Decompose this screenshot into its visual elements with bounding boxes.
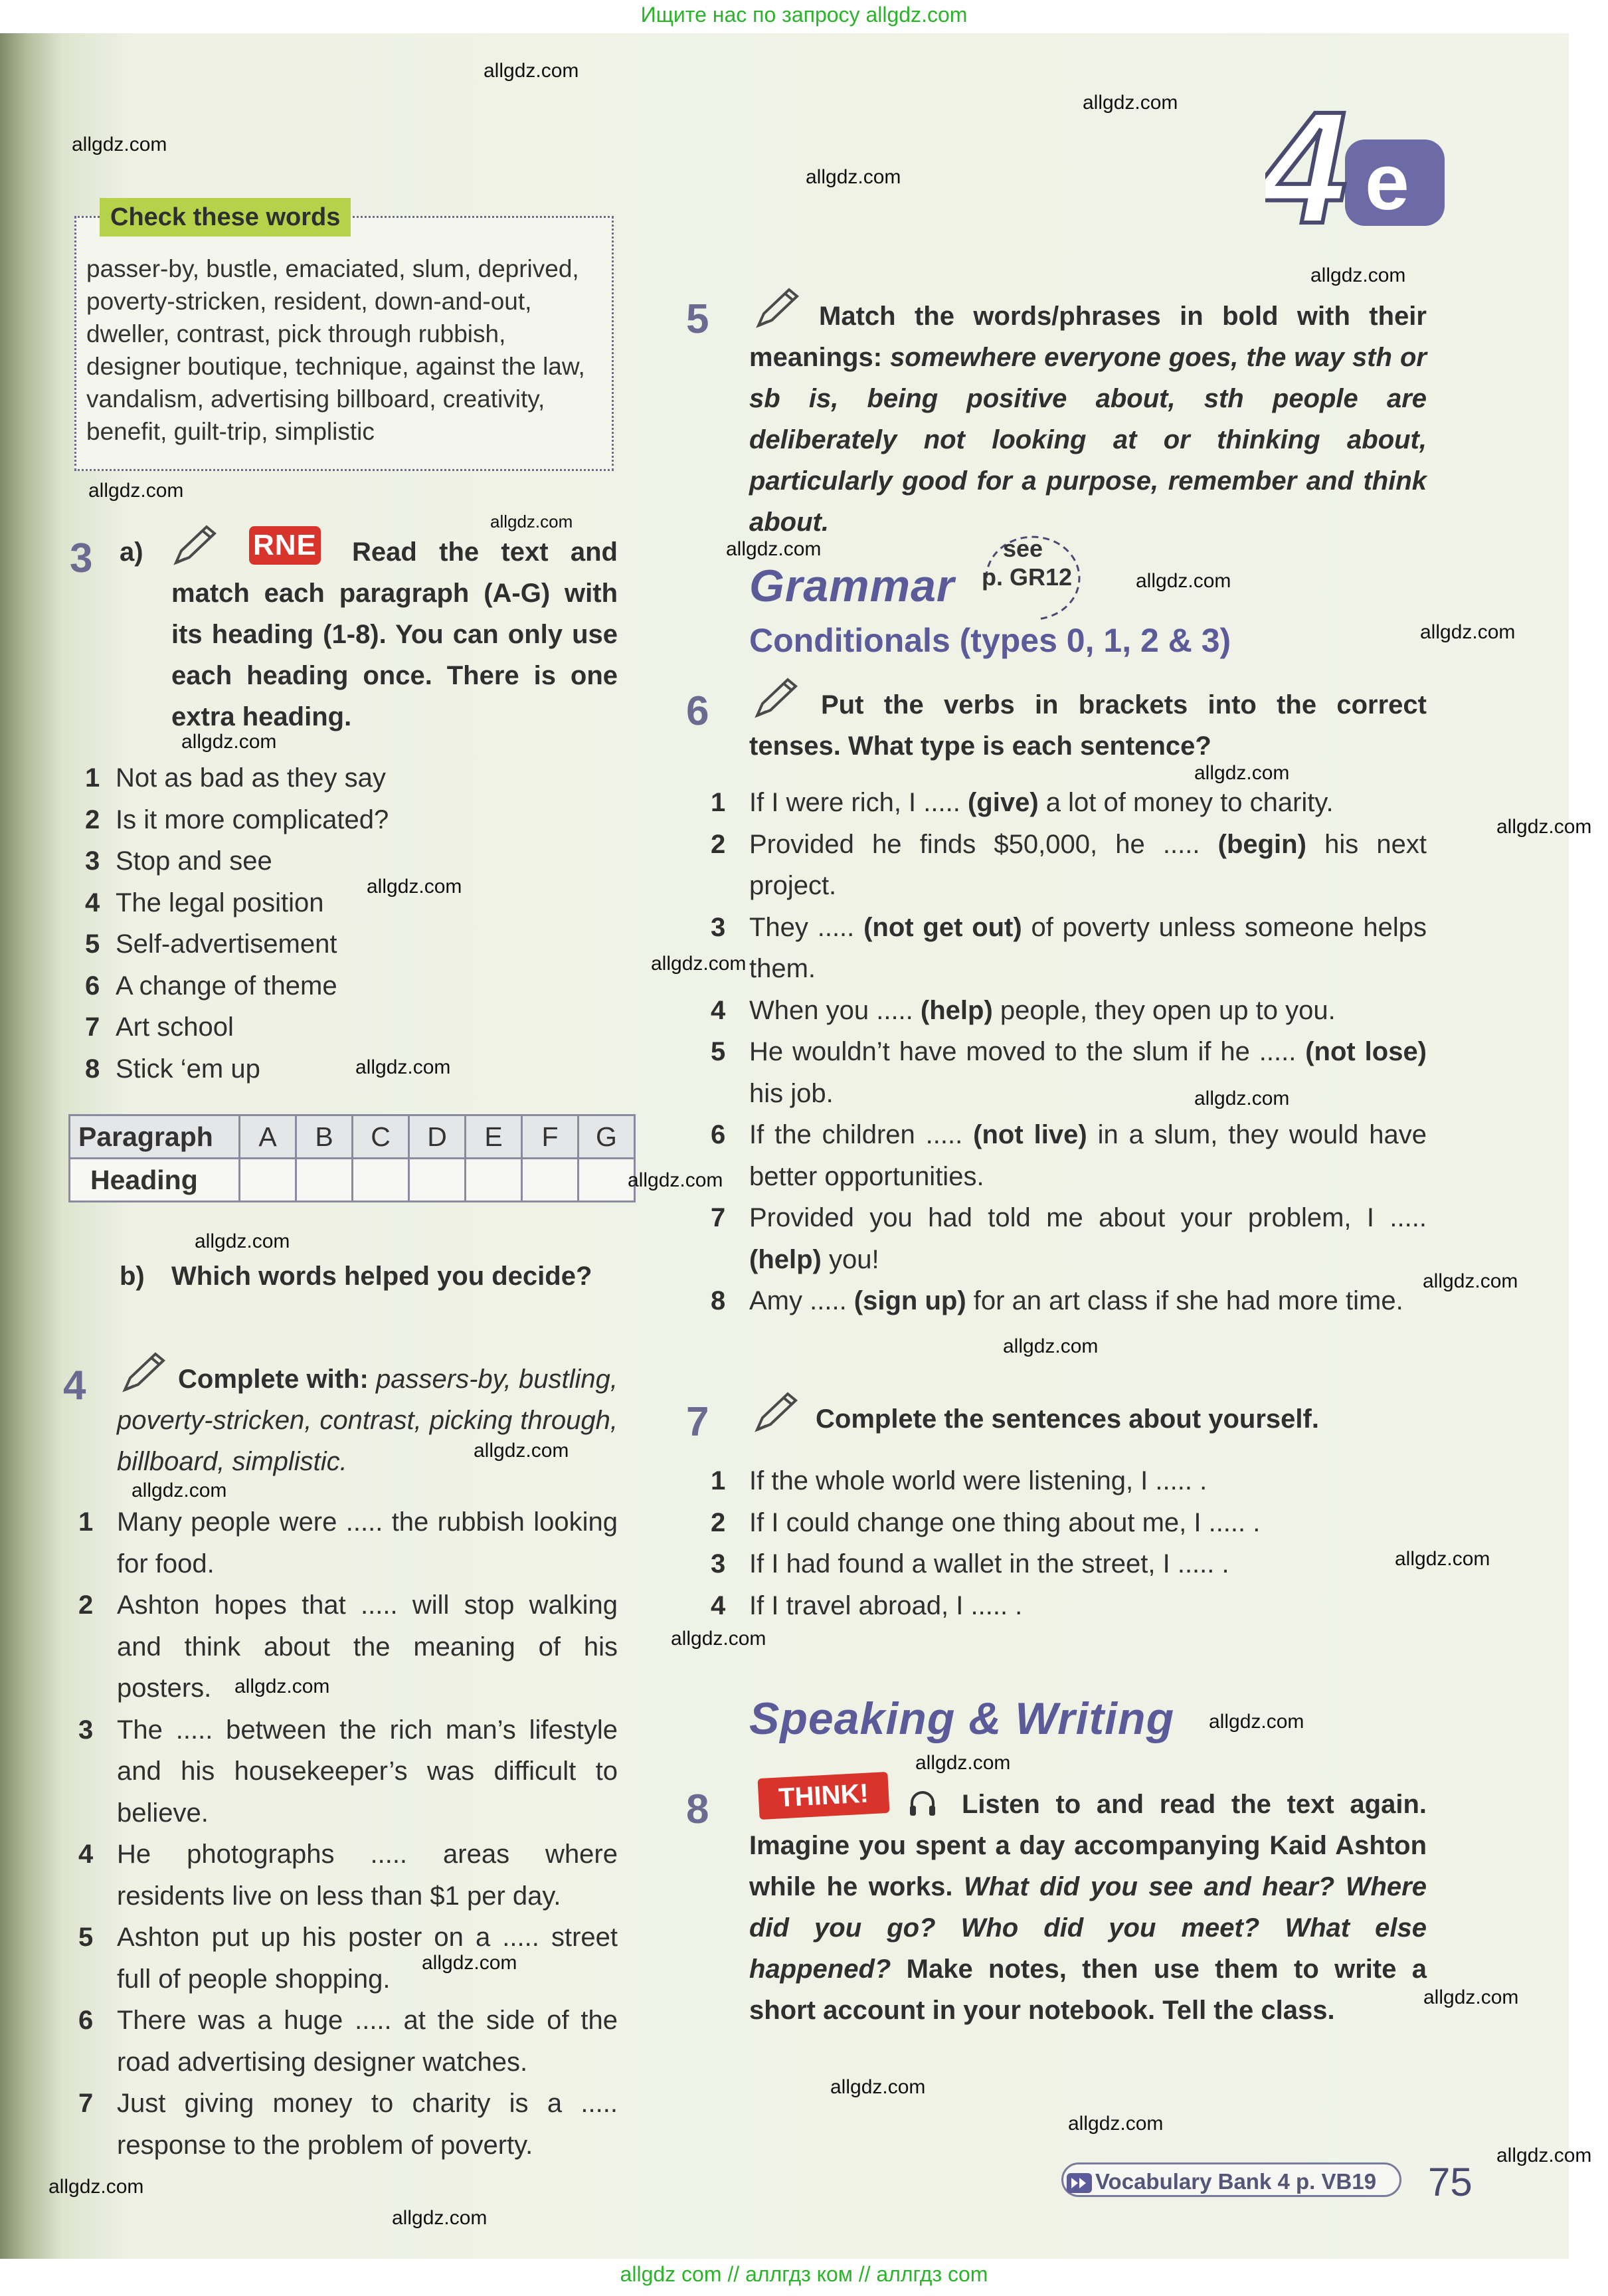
verb-prompt: (not get out) <box>863 912 1022 942</box>
verb-prompt: (sign up) <box>853 1286 966 1315</box>
watermark: allgdz.com <box>1194 1088 1290 1109</box>
watermark: allgdz.com <box>1209 1711 1304 1733</box>
table-cell: C <box>353 1115 409 1159</box>
item-number: 5 <box>78 1923 94 1952</box>
exercise-7-items <box>711 1460 1427 1626</box>
item-number: 3 <box>78 1715 94 1745</box>
item-text: Ashton put up his poster on a ..... street full of people shopping. <box>117 1923 618 1994</box>
list-item <box>711 1031 1427 1114</box>
watermark: allgdz.com <box>1136 570 1231 592</box>
item-text: Just giving money to charity is a ..... response to the problem of poverty. <box>117 2089 618 2160</box>
watermark: allgdz.com <box>474 1440 569 1462</box>
verb-prompt: (help) <box>920 995 993 1025</box>
unit-badge-number: 4 <box>1265 100 1348 239</box>
exercise-3a-label: a) <box>120 537 143 567</box>
exercise-3b-label: b) <box>120 1262 145 1291</box>
item-text <box>749 1031 1427 1114</box>
item-number: 6 <box>78 2006 94 2035</box>
item-text: Stick ‘em up <box>116 1054 260 1084</box>
watermark: allgdz.com <box>651 953 747 975</box>
list-item <box>85 923 616 965</box>
list-item <box>711 1585 1427 1627</box>
item-number: 6 <box>85 971 100 1001</box>
exercise-3-headings <box>85 757 616 1090</box>
exercise-5-lead: Match the words/phrases in bold with their meanings: <box>749 302 1427 372</box>
item-text-end: his next project. <box>749 829 1427 900</box>
watermark: allgdz.com <box>1423 1270 1518 1292</box>
watermark: allgdz.com <box>1496 2145 1592 2166</box>
check-words-list: passer-by, bustle, emaciated, slum, deprived, poverty-stricken, resident, down-and-out, dweller, contrast, pick through rubbish, designer boutique, technique, against the law, vandalism, advertising billboard, creativity, benefit, guilt-trip, simplistic <box>86 255 585 445</box>
list-item <box>78 2000 618 2083</box>
page-number: 75 <box>1428 2160 1473 2204</box>
rne-logo: RNE <box>249 526 321 565</box>
watermark: allgdz.com <box>392 2207 488 2229</box>
exercise-8-questions: What did you see and hear? Where did you go? Who did you meet? What else happened? <box>749 1872 1427 1984</box>
item-text-end: a lot of money to charity. <box>1038 788 1334 817</box>
item-text <box>749 990 1427 1032</box>
verb-prompt: (begin) <box>1217 829 1306 859</box>
watermark: allgdz.com <box>806 166 901 188</box>
table-header: Paragraph <box>70 1115 240 1159</box>
watermark: allgdz.com <box>484 60 579 82</box>
watermark: allgdz.com <box>132 1480 227 1501</box>
exercise-5-meanings: somewhere everyone goes, the way sth or sb is, being positive about, sth people are deliberately not looking at or thinking about, particularly good for a purpose, remember and think about. <box>749 343 1427 537</box>
item-number: 4 <box>85 888 100 917</box>
item-number: 5 <box>85 929 100 959</box>
item-number: 2 <box>85 805 100 834</box>
item-number: 4 <box>78 1840 94 1869</box>
exercise-8-number: 8 <box>686 1786 709 1832</box>
answer-cell[interactable] <box>296 1159 353 1202</box>
exercise-4-word-list: passers-by, bustling, poverty-stricken, contrast, picking through, billboard, simplistic. <box>117 1365 618 1476</box>
exercise-8-part-1: Listen to and read the text again. Imagine you spent a day accompanying Kaid Ashton while he works. <box>749 1790 1427 1901</box>
item-text <box>749 1280 1427 1322</box>
item-number: 1 <box>78 1507 94 1537</box>
item-number: 1 <box>85 763 100 793</box>
exercise-4-lead: Complete with: <box>178 1365 377 1394</box>
watermark: allgdz.com <box>1003 1335 1099 1357</box>
item-text: Ashton hopes that ..... will stop walking and think about the meaning of his posters. <box>117 1590 618 1703</box>
watermark: allgdz.com <box>1420 621 1516 643</box>
list-item <box>711 1502 1427 1544</box>
list-item <box>85 799 616 841</box>
answer-cell[interactable] <box>466 1159 522 1202</box>
item-number: 8 <box>711 1286 726 1315</box>
watermark: allgdz.com <box>671 1628 766 1650</box>
verb-prompt: (give) <box>967 788 1039 817</box>
exercise-4-instruction <box>117 1359 618 1482</box>
watermark: allgdz.com <box>1083 92 1178 114</box>
item-number: 3 <box>711 912 726 942</box>
verb-prompt: (help) <box>749 1244 822 1274</box>
list-item <box>711 1197 1427 1280</box>
item-number: 5 <box>711 1037 726 1066</box>
item-text: If the whole world were listening, I ..... . <box>749 1466 1207 1495</box>
exercise-3b-text: Which words helped you decide? <box>171 1262 592 1291</box>
watermark: allgdz.com <box>181 731 277 753</box>
list-item <box>85 1006 616 1048</box>
exercise-6-items <box>711 782 1427 1322</box>
item-text-end: in a slum, they would have better opportunities. <box>749 1120 1427 1191</box>
item-number: 4 <box>711 995 726 1025</box>
item-text: A change of theme <box>116 971 337 1001</box>
exercise-7-instruction: Complete the sentences about yourself. <box>816 1404 1319 1434</box>
list-item <box>711 1460 1427 1502</box>
item-text <box>749 782 1427 824</box>
item-text <box>749 1197 1427 1280</box>
list-item <box>78 1584 618 1709</box>
table-header: Heading <box>70 1159 240 1202</box>
item-number: 7 <box>711 1203 726 1232</box>
item-number: 4 <box>711 1590 726 1620</box>
exercise-3-number: 3 <box>70 535 93 581</box>
table-row <box>70 1115 635 1159</box>
list-item <box>78 1501 618 1584</box>
list-item <box>85 1048 616 1090</box>
exercise-4-number: 4 <box>63 1363 86 1408</box>
exercise-8-part-3: Make notes, then use them to write a short account in your notebook. Tell the class. <box>749 1955 1427 2025</box>
pencil-icon <box>751 1388 802 1435</box>
watermark: allgdz.com <box>234 1675 330 1697</box>
grammar-subheading: Conditionals (types 0, 1, 2 & 3) <box>749 622 1231 659</box>
list-item <box>78 1709 618 1834</box>
item-number: 8 <box>85 1054 100 1084</box>
answer-cell[interactable] <box>579 1159 635 1202</box>
item-text <box>749 907 1427 990</box>
speaking-writing-heading: Speaking & Writing <box>749 1693 1175 1744</box>
unit-badge <box>1265 100 1451 242</box>
check-words-title: Check these words <box>100 198 351 237</box>
item-text <box>749 824 1427 907</box>
item-text-start: If I were rich, I ..... <box>749 788 968 817</box>
watermark: allgdz.com <box>1423 1986 1519 2008</box>
watermark: allgdz.com <box>1310 264 1406 286</box>
table-cell: D <box>409 1115 466 1159</box>
item-number: 3 <box>711 1549 726 1578</box>
item-number: 3 <box>85 846 100 876</box>
watermark: allgdz.com <box>830 2076 926 2098</box>
list-item <box>78 1917 618 2000</box>
watermark: allgdz.com <box>88 480 184 502</box>
table-cell: A <box>240 1115 296 1159</box>
vocabulary-bank-label: Vocabulary Bank 4 p. VB19 <box>1095 2169 1377 2194</box>
exercise-6-number: 6 <box>686 688 709 734</box>
watermark: allgdz.com <box>915 1752 1011 1774</box>
watermark: allgdz.com <box>1395 1548 1490 1570</box>
item-number: 1 <box>711 788 726 817</box>
answer-cell[interactable] <box>240 1159 296 1202</box>
fast-forward-icon <box>1063 2164 1095 2199</box>
watermark: allgdz.com <box>367 876 462 898</box>
watermark: allgdz.com <box>195 1230 290 1252</box>
item-text-end: for an art class if she had more time. <box>966 1286 1403 1315</box>
item-text: If I could change one thing about me, I ..... . <box>749 1507 1261 1537</box>
item-text: Is it more complicated? <box>116 805 389 834</box>
item-text-end: you! <box>821 1244 879 1274</box>
exercise-6-instruction: Put the verbs in brackets into the correct tenses. What type is each sentence? <box>749 690 1427 761</box>
unit-badge-letter: e <box>1365 138 1409 227</box>
list-item <box>711 1280 1427 1322</box>
item-number: 2 <box>711 1507 726 1537</box>
answer-cell[interactable] <box>522 1159 579 1202</box>
list-item <box>85 882 616 924</box>
item-text-start: He wouldn’t have moved to the slum if he ..... <box>749 1037 1306 1066</box>
item-text-start: When you ..... <box>749 995 921 1025</box>
watermark: allgdz.com <box>422 1952 517 1974</box>
table-row <box>70 1159 635 1202</box>
item-text-start: Provided he finds $50,000, he ..... <box>749 829 1218 859</box>
item-text: If I travel abroad, I ..... . <box>749 1590 1023 1620</box>
item-text-start: They ..... <box>749 912 864 942</box>
item-number: 1 <box>711 1466 726 1495</box>
item-text: Self-advertisement <box>116 929 337 959</box>
exercise-7-number: 7 <box>686 1399 709 1445</box>
table-cell: F <box>522 1115 579 1159</box>
item-text-start: Amy ..... <box>749 1286 854 1315</box>
table-cell: G <box>579 1115 635 1159</box>
item-number: 7 <box>78 2089 94 2118</box>
item-text: If I had found a wallet in the street, I ..... . <box>749 1549 1229 1578</box>
watermark: allgdz.com <box>48 2176 144 2198</box>
item-text: The ..... between the rich man’s lifestyle and his housekeeper’s was difficult to believe. <box>117 1715 618 1828</box>
verb-prompt: (not lose) <box>1305 1037 1427 1066</box>
item-text <box>749 1114 1427 1197</box>
table-cell: B <box>296 1115 353 1159</box>
list-item <box>711 824 1427 907</box>
watermark: allgdz.com <box>72 134 167 155</box>
item-number: 7 <box>85 1012 100 1042</box>
bottom-banner[interactable]: allgdz com // аллгдз ком // аллгдз com <box>620 2262 988 2286</box>
item-text: Art school <box>116 1012 234 1042</box>
grammar-page-reference[interactable]: p. GR12 <box>982 563 1073 591</box>
watermark: allgdz.com <box>1194 762 1290 784</box>
watermark: allgdz.com <box>726 538 822 560</box>
vocabulary-bank-link[interactable] <box>1061 2162 1401 2197</box>
answer-cell[interactable] <box>353 1159 409 1202</box>
unit-badge-graphic <box>1265 100 1451 239</box>
item-number: 2 <box>78 1590 94 1620</box>
watermark: allgdz.com <box>490 512 573 531</box>
item-text-end: of poverty unless someone helps them. <box>749 912 1427 983</box>
answer-cell[interactable] <box>409 1159 466 1202</box>
item-number: 2 <box>711 829 726 859</box>
item-text: Stop and see <box>116 846 272 876</box>
exercise-4-items <box>78 1501 618 2166</box>
verb-prompt: (not live) <box>973 1120 1087 1149</box>
list-item <box>85 965 616 1007</box>
list-item <box>711 1543 1427 1585</box>
watermark: allgdz.com <box>1068 2113 1164 2135</box>
answer-table <box>68 1114 636 1202</box>
item-text-end: his job. <box>749 1078 834 1108</box>
exercise-5-instruction <box>749 296 1427 543</box>
list-item <box>711 782 1427 824</box>
item-text: Many people were ..... the rubbish looking for food. <box>117 1507 618 1578</box>
exercise-5-number: 5 <box>686 296 709 342</box>
list-item <box>711 1114 1427 1197</box>
exercise-8-instruction <box>749 1784 1427 2031</box>
list-item <box>711 990 1427 1032</box>
item-text-end: people, they open up to you. <box>992 995 1336 1025</box>
list-item <box>85 757 616 799</box>
item-number: 6 <box>711 1120 726 1149</box>
list-item <box>711 907 1427 990</box>
watermark: allgdz.com <box>628 1169 723 1191</box>
item-text: Not as bad as they say <box>116 763 386 793</box>
top-banner[interactable]: Ищите нас по запросу allgdz.com <box>640 3 968 27</box>
exercise-3a-instruction: Read the text and match each paragraph (A-G) with its heading (1-8). You can only use each heading once. There is one extra heading. <box>171 537 618 731</box>
item-text-start: If the children ..... <box>749 1120 974 1149</box>
grammar-heading: Grammar <box>749 561 955 611</box>
see-label: see <box>1003 535 1043 562</box>
table-cell: E <box>466 1115 522 1159</box>
item-text: The legal position <box>116 888 324 917</box>
list-item <box>78 1834 618 1917</box>
watermark: allgdz.com <box>355 1056 451 1078</box>
list-item <box>85 840 616 882</box>
think-logo: THINK! <box>758 1772 890 1820</box>
item-text: He photographs ..... areas where residents live on less than $1 per day. <box>117 1840 618 1911</box>
list-item <box>78 2083 618 2166</box>
item-text-start: Provided you had told me about your problem, I ..... <box>749 1203 1427 1232</box>
item-text: There was a huge ..... at the side of the road advertising designer watches. <box>117 2006 618 2077</box>
watermark: allgdz.com <box>1496 816 1592 838</box>
